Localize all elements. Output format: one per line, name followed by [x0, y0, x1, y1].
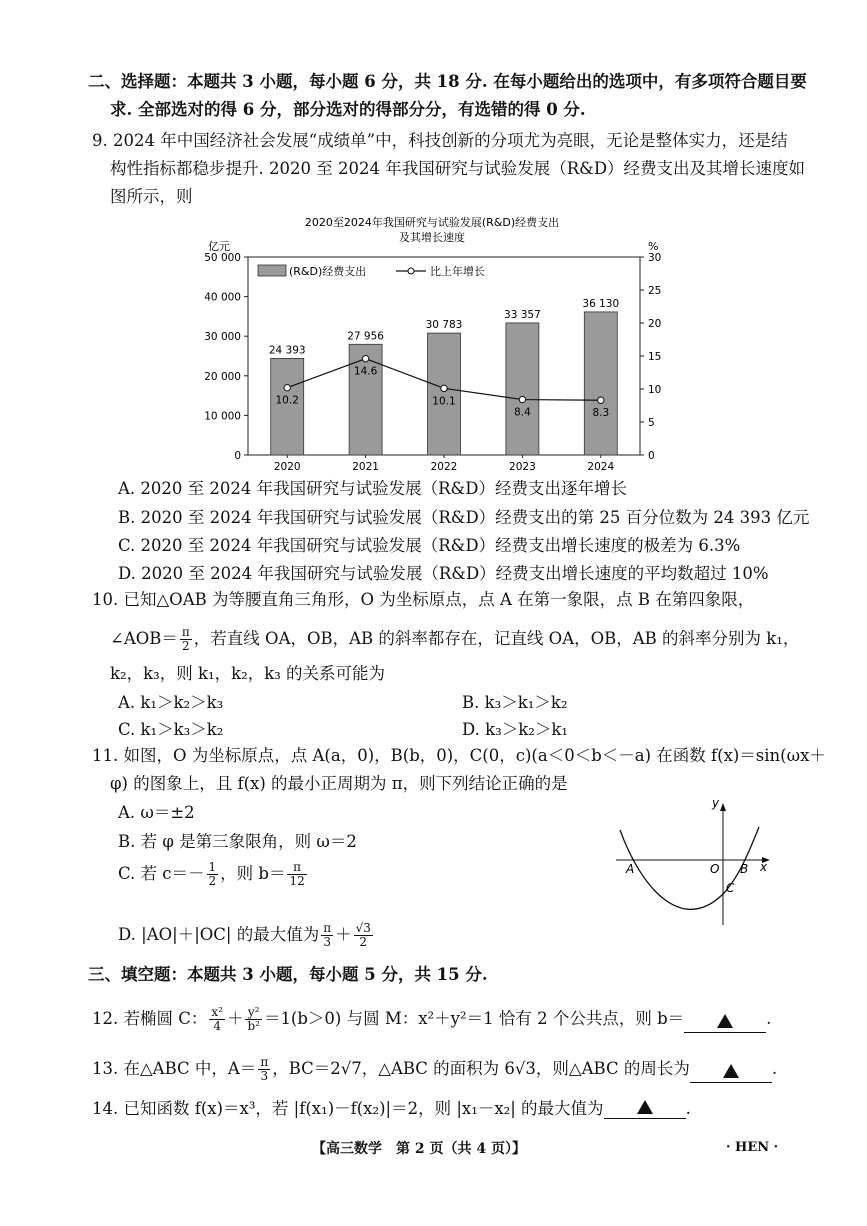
- q11-optc-frac2: [287, 861, 306, 888]
- bar-2020: [271, 358, 304, 455]
- right-tick-label: 15: [648, 351, 662, 363]
- graph-label-a: A: [626, 862, 635, 876]
- graph-label-y: y: [712, 796, 720, 810]
- q9-stem-line2: 构性指标都稳步提升. 2020 至 2024 年我国研究与试验发展（R&D）经费支出及其增长速度如: [110, 159, 806, 178]
- q10-line2-rest: ，若直线 OA，OB，AB 的斜率都存在，记直线 OA，OB，AB 的斜率分别为 k₁，: [193, 629, 800, 648]
- legend-line-marker: [408, 268, 414, 274]
- section2-heading: 二、选择题：本题共 3 小题，每小题 6 分，共 18 分. 在每小题给出的选项中，有多项符合题目要: [88, 72, 807, 91]
- legend-bar-swatch: [258, 265, 286, 276]
- q12-stem: [92, 1006, 771, 1033]
- x-tick-label: 2021: [352, 461, 379, 473]
- right-tick-label: 20: [648, 318, 662, 330]
- rd-chart: [200, 212, 670, 477]
- growth-point: [441, 385, 447, 391]
- q11-optd-frac2: [354, 922, 373, 949]
- answer-triangle-icon: [717, 1014, 733, 1028]
- q9-option-d: D. 2020 至 2024 年我国研究与试验发展（R&D）经费支出增长速度的平均数超过 10%: [118, 564, 769, 583]
- q12-end: .: [766, 1009, 772, 1028]
- q11-optd-num1: π: [323, 921, 332, 935]
- growth-value-label: 14.6: [353, 365, 378, 378]
- growth-value-label: 10.2: [275, 394, 299, 407]
- q13-stem: [92, 1056, 777, 1083]
- q13-answer-blank[interactable]: [690, 1062, 772, 1083]
- answer-triangle-icon: [723, 1064, 739, 1078]
- right-axis-unit: %: [648, 240, 659, 253]
- q13-frac-den: 3: [260, 1069, 269, 1083]
- q13-end: .: [771, 1059, 778, 1078]
- growth-point: [284, 384, 290, 390]
- q12-answer-blank[interactable]: [684, 1012, 766, 1033]
- left-tick-label: 50 000: [204, 252, 241, 264]
- x-tick-label: 2024: [587, 461, 615, 473]
- q11-optd-pre: D. |AO|＋|OC| 的最大值为: [118, 925, 320, 944]
- left-tick-label: 10 000: [204, 410, 241, 423]
- legend-line-label: 比上年增长: [430, 265, 485, 278]
- q10-option-c: C. k₁＞k₃＞k₂: [118, 720, 224, 739]
- q11-optd-num2: √3: [355, 921, 371, 935]
- graph-label-b: B: [740, 862, 749, 876]
- footer-code: · HEN ·: [726, 1140, 779, 1155]
- growth-point: [598, 397, 604, 403]
- bar-2022: [428, 333, 461, 455]
- q12-post: ＝1(b＞0) 与圆 M：x²＋y²＝1 恰有 2 个公共点，则 b＝: [263, 1009, 685, 1028]
- q12-frac2: [245, 1006, 262, 1033]
- q11-optc-pre: C. 若 c＝－: [118, 864, 205, 883]
- bar-value-label: 36 130: [582, 297, 620, 310]
- q10-frac-num: π: [181, 625, 190, 639]
- bar-value-label: 27 956: [347, 330, 384, 343]
- q11-optc-num2: π: [287, 861, 306, 875]
- q11-stem-line1: 11. 如图，O 为坐标原点，点 A(a，0)，B(b，0)，C(0，c)(a＜0＜b＜－a) 在函数 f(x)＝sin(ωx＋: [92, 746, 826, 765]
- right-tick-label: 30: [648, 252, 662, 264]
- q12-frac2-num: y²: [245, 1006, 262, 1020]
- graph-label-x: x: [760, 860, 768, 874]
- legend-bar-label: (R&D)经费支出: [289, 265, 367, 278]
- growth-point: [519, 396, 525, 402]
- growth-value-label: 10.1: [432, 395, 456, 408]
- section2-heading-cont: 求. 全部选对的得 6 分，部分选对的得部分分，有选错的得 0 分.: [110, 100, 586, 119]
- answer-triangle-icon: [637, 1100, 653, 1114]
- q11-optd-den1: 3: [323, 935, 331, 949]
- left-tick-label: 40 000: [204, 291, 241, 304]
- q10-option-b: B. k₃＞k₁＞k₂: [462, 693, 568, 712]
- q11-optc-den1: 2: [208, 874, 217, 888]
- q12-frac1: [209, 1006, 225, 1033]
- x-tick-label: 2022: [430, 461, 458, 473]
- q10-fraction: [180, 626, 192, 653]
- q11-optd-plus: ＋: [335, 925, 352, 944]
- growth-value-label: 8.4: [514, 406, 531, 419]
- q14-text: 14. 已知函数 f(x)＝x³，若 |f(x₁)－f(x₂)|＝2，则 |x₁－x₂| 的最大值为: [92, 1099, 604, 1118]
- sine-curve: [620, 827, 759, 909]
- q10-stem-line3: k₂，k₃，则 k₁，k₂，k₃ 的关系可能为: [110, 664, 386, 683]
- right-tick-label: 5: [648, 417, 655, 429]
- growth-value-label: 8.3: [592, 407, 610, 420]
- bar-value-label: 30 783: [425, 319, 463, 332]
- q10-frac-den: 2: [182, 639, 190, 653]
- right-tick-label: 0: [648, 450, 655, 462]
- page-footer: 【高三数学 第 2 页（共 4 页）】: [312, 1141, 526, 1157]
- q11-option-b: B. 若 φ 是第三象限角，则 ω＝2: [118, 832, 357, 851]
- right-tick-label: 25: [648, 285, 662, 297]
- q11-optd-den2: 2: [359, 935, 368, 949]
- q13-frac-num: π: [260, 1055, 269, 1069]
- graph-label-o: O: [710, 862, 720, 876]
- q10-stem-line1: 10. 已知△OAB 为等腰直角三角形，O 为坐标原点，点 A 在第一象限，点 B 在第四象限，: [92, 590, 755, 609]
- growth-point: [362, 355, 368, 361]
- q13-post: ，BC＝2√7，△ABC 的面积为 6√3，则△ABC 的周长为: [272, 1059, 690, 1078]
- chart-title-line1: 2020至2024年我国研究与试验发展(R&D)经费支出: [304, 216, 560, 229]
- q9-stem-line1: 9. 2024 年中国经济社会发展“成绩单”中，科技创新的分项尤为亮眼，无论是整体实力，还是结: [92, 131, 788, 150]
- q12-frac2-den: b²: [247, 1019, 260, 1033]
- q10-option-d: D. k₃＞k₂＞k₁: [462, 720, 568, 739]
- q11-optc-den2: 12: [289, 874, 305, 888]
- q9-option-a: A. 2020 至 2024 年我国研究与试验发展（R&D）经费支出逐年增长: [118, 479, 627, 498]
- q11-option-c: [118, 861, 309, 888]
- q9-option-c: C. 2020 至 2024 年我国研究与试验发展（R&D）经费支出增长速度的极差为 6.3%: [118, 536, 741, 555]
- graph-label-c: C: [726, 881, 735, 895]
- q12-frac1-num: x²: [211, 1005, 223, 1019]
- x-tick-label: 2023: [509, 461, 536, 473]
- q13-frac: [258, 1056, 270, 1083]
- q11-optc-num1: 1: [208, 860, 217, 874]
- q14-answer-blank[interactable]: [604, 1098, 686, 1119]
- right-tick-label: 10: [648, 384, 662, 396]
- q10-stem-line2: [110, 626, 799, 653]
- bar-2024: [584, 312, 617, 455]
- q11-option-d: [118, 922, 375, 949]
- left-tick-label: 20 000: [204, 370, 241, 383]
- q12-frac1-den: 4: [213, 1019, 221, 1033]
- q13-pre: 13. 在△ABC 中，A＝: [92, 1059, 257, 1078]
- bar-value-label: 24 393: [268, 344, 306, 357]
- q11-optd-frac1: [321, 922, 333, 949]
- left-tick-label: 30 000: [204, 331, 241, 344]
- q9-stem-line3: 图所示，则: [110, 187, 193, 206]
- q11-optc-frac1: [207, 861, 219, 888]
- bar-2023: [506, 323, 539, 455]
- q11-option-a: A. ω＝±2: [118, 803, 195, 822]
- x-tick-label: 2020: [273, 461, 301, 473]
- q14-stem: [92, 1098, 691, 1119]
- q11-function-graph: [612, 795, 777, 935]
- chart-title-line2: 及其增长速度: [399, 231, 465, 244]
- q11-optc-mid: ，则 b＝: [220, 864, 286, 883]
- left-axis-unit: 亿元: [208, 240, 230, 253]
- q10-option-a: A. k₁＞k₂＞k₃: [118, 693, 224, 712]
- q9-option-b: B. 2020 至 2024 年我国研究与试验发展（R&D）经费支出的第 25 百分位数为 24 393 亿元: [118, 508, 810, 527]
- q12-pre: 12. 若椭圆 C：: [92, 1009, 208, 1028]
- q14-end: .: [685, 1099, 691, 1118]
- bar-value-label: 33 357: [504, 308, 541, 321]
- q11-stem-line2: φ) 的图象上，且 f(x) 的最小正周期为 π，则下列结论正确的是: [110, 774, 568, 793]
- q12-plus: ＋: [226, 1009, 244, 1028]
- left-tick-label: 0: [234, 450, 241, 462]
- y-axis-arrow: [720, 803, 726, 811]
- section3-heading: 三、填空题：本题共 3 小题，每小题 5 分，共 15 分.: [88, 965, 488, 984]
- q10-angle-text: ∠AOB＝: [110, 629, 178, 648]
